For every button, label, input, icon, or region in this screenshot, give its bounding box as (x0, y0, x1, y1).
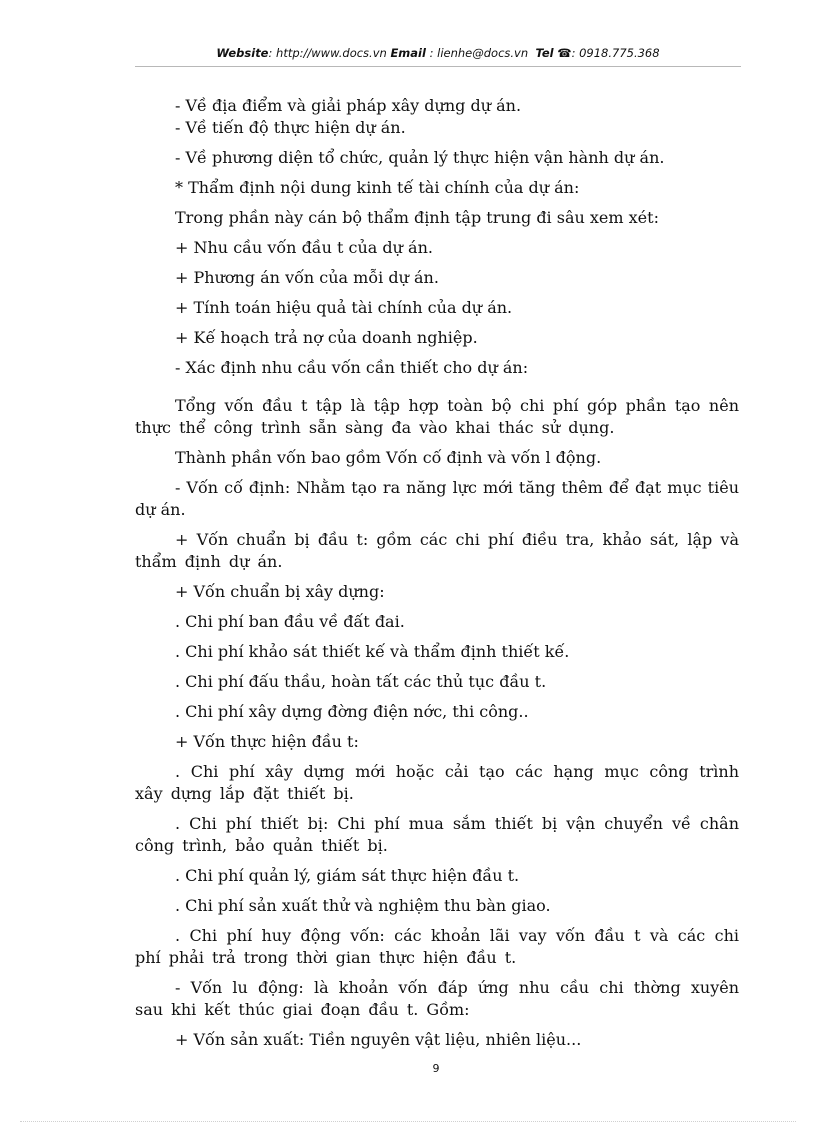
page-header (135, 46, 741, 60)
tel-value: : 0918.775.368 (571, 46, 660, 60)
paragraph: - Vốn lu động: là khoản vốn đáp ứng nhu cầu chi thờng xuyên sau khi kết thúc giai đoạn đầu t. Gồm: (135, 978, 739, 1019)
phone-icon: ☎ (557, 46, 572, 60)
paragraph: . Chi phí thiết bị: Chi phí mua sắm thiết bị vận chuyển về chân công trình, bảo quản thiết bị. (135, 814, 739, 855)
paragraph: . Chi phí ban đầu về đất đai. (175, 612, 405, 631)
paragraph: . Chi phí xây dựng mới hoặc cải tạo các hạng mục công trình xây dựng lắp đặt thiết bị. (135, 762, 739, 803)
header-divider (135, 66, 741, 67)
paragraph: + Vốn thực hiện đầu t: (175, 732, 359, 751)
page-number: 9 (432, 1062, 440, 1075)
email-label: Email (390, 46, 426, 60)
email-value: : lienhe@docs.vn (429, 46, 529, 60)
paragraph: . Chi phí sản xuất thử và nghiệm thu bàn giao. (175, 896, 551, 915)
paragraph: + Nhu cầu vốn đầu t của dự án. (175, 238, 433, 257)
paragraph: * Thẩm định nội dung kinh tế tài chính của dự án: (175, 178, 580, 197)
paragraph: + Kế hoạch trả nợ của doanh nghiệp. (175, 328, 478, 347)
paragraph: + Vốn chuẩn bị đầu t: gồm các chi phí điều tra, khảo sát, lập và thẩm định dự án. (135, 530, 739, 571)
paragraph: + Tính toán hiệu quả tài chính của dự án. (175, 298, 513, 317)
paragraph: - Xác định nhu cầu vốn cần thiết cho dự án: (175, 358, 529, 377)
paragraph: . Chi phí huy động vốn: các khoản lãi vay vốn đầu t và các chi phí phải trả trong thời gian thực hiện đầu t. (135, 926, 739, 967)
paragraph: + Phương án vốn của mỗi dự án. (175, 268, 439, 287)
paragraph: Tổng vốn đầu t tập là tập hợp toàn bộ chi phí góp phần tạo nên thực thể công trình sẵn sàng đa vào khai thác sử dụng. (135, 396, 739, 437)
paragraph: + Vốn sản xuất: Tiền nguyên vật liệu, nhiên liệu... (175, 1030, 582, 1049)
paragraph: Trong phần này cán bộ thẩm định tập trung đi sâu xem xét: (175, 208, 659, 227)
website-label: Website (216, 46, 269, 60)
paragraph: + Vốn chuẩn bị xây dựng: (175, 582, 385, 601)
website-value: : http://www.docs.vn (268, 46, 387, 60)
bottom-dotted-border (20, 1121, 796, 1122)
paragraph: - Về tiến độ thực hiện dự án. (175, 118, 406, 137)
paragraph: - Về phương diện tổ chức, quản lý thực hiện vận hành dự án. (175, 148, 665, 167)
paragraph: Thành phần vốn bao gồm Vốn cố định và vốn l động. (175, 448, 602, 467)
paragraph: - Về địa điểm và giải pháp xây dựng dự án. (175, 96, 522, 115)
tel-label: Tel (535, 46, 554, 60)
document-body (135, 95, 739, 1051)
paragraph: . Chi phí đấu thầu, hoàn tất các thủ tục đầu t. (175, 672, 547, 691)
paragraph: . Chi phí xây dựng đờng điện nớc, thi công.. (175, 702, 529, 721)
paragraph: - Vốn cố định: Nhằm tạo ra năng lực mới tăng thêm để đạt mục tiêu dự án. (135, 478, 739, 519)
paragraph: . Chi phí quản lý, giám sát thực hiện đầu t. (175, 866, 520, 885)
paragraph: . Chi phí khảo sát thiết kế và thẩm định thiết kế. (175, 642, 570, 661)
